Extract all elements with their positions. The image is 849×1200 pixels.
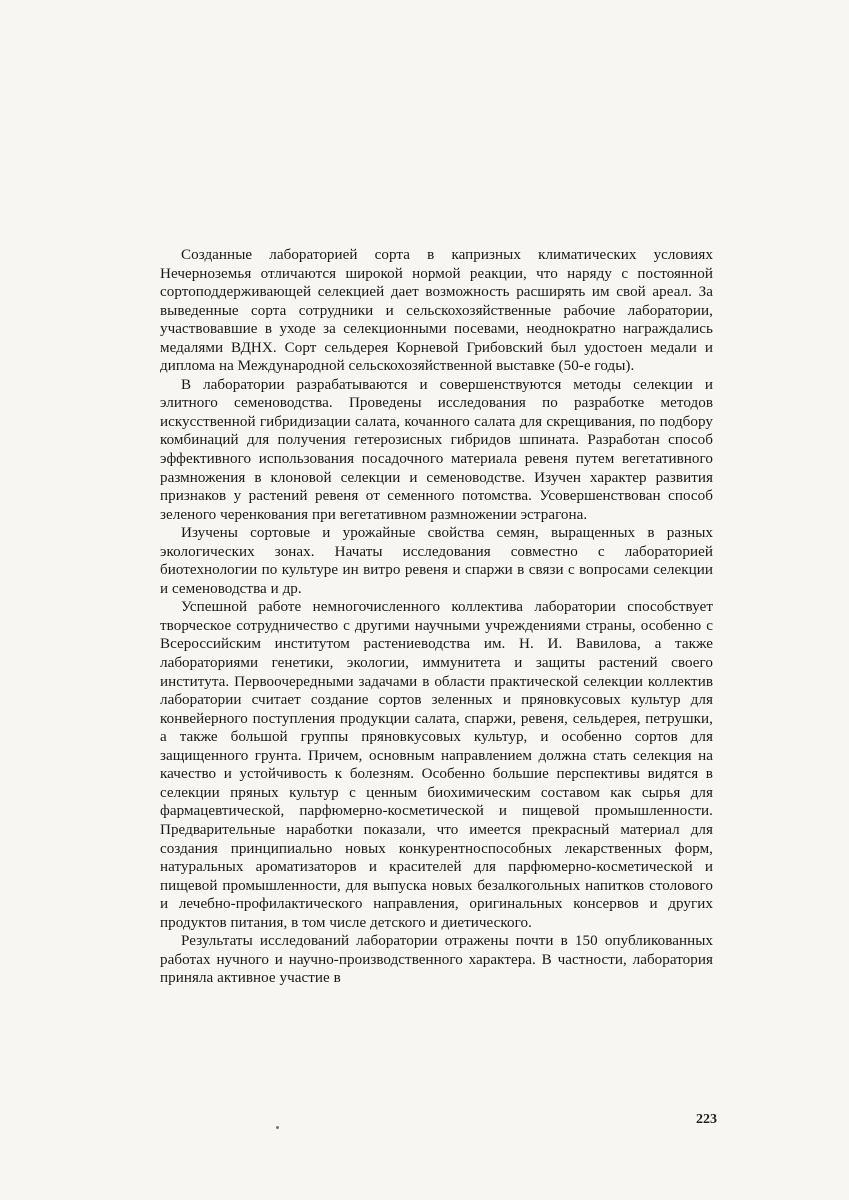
scan-dot (276, 1126, 279, 1129)
document-body (160, 246, 713, 988)
paragraph-2: В лаборатории разрабатываются и совершенствуются методы селекции и элитного семеноводства. Проведены исследования по разработке методов искусственной гибридизации салата, кочанного салата для скрещивания, по подбору комбинаций для получения гетерозисных гибридов шпината. Разработан способ эффективного использования посадочного материала ревеня путем вегетативного размножения в клоновой селекции и семеноводстве. Изучен характер развития признаков у растений ревеня от семенного потомства. Усовершенствован способ зеленого черенкования при вегетативном размножении эстрагона. (160, 376, 713, 523)
paragraph-5: Результаты исследований лаборатории отражены почти в 150 опубликованных работах нучного и научно-производственного характера. В частности, лаборатория приняла активное участие в (160, 933, 713, 987)
paragraph-4: Успешной работе немногочисленного коллектива лаборатории способствует творческое сотрудничество с другими научными учреждениями страны, особенно с Всероссийским институтом растениеводства им. Н. И. Вавилова, а также лабораториями генетики, экологии, иммунитета и защиты растений своего института. Первоочередными задачами в области практической селекции коллектив лаборатории считает создание сортов зеленных и пряновкусовых культур для конвейерного поступления продукции салата, спаржи, ревеня, сельдерея, петрушки, а также большой группы пряновкусовых культур, и особенно сортов для защищенного грунта. Причем, основным направлением должна стать селекция на качество и устойчивость к болезням. Особенно большие перспективы видятся в селекции пряных культур с ценным биохимическим составом как сырья для фармацевтической, парфюмерно-косметической и пищевой промышленности. Предварительные наработки показали, что имеется прекрасный материал для создания принципиально новых конкурентноспособных лекарственных форм, натуральных ароматизаторов и красителей для парфюмерно-косметической и пищевой промышленности, для выпуска новых безалкогольных напитков столового и лечебно-профилактического направления, оригинальных консервов и других продуктов питания, в том числе детского и диетического. (160, 599, 713, 931)
page-number: 223 (696, 1112, 717, 1127)
paragraph-3: Изучены сортовые и урожайные свойства семян, выращенных в разных экологических зонах. Начаты исследования совместно с лабораторией биотехнологии по культуре ин витро ревеня и спаржи в связи с вопросами селекции и семеноводства и др. (160, 525, 713, 597)
paragraph-1: Созданные лабораторией сорта в капризных климатических условиях Нечерноземья отличаются широкой нормой реакции, что наряду с постоянной сортоподдерживающей селекцией дает возможность расширять им свой ареал. За выведенные сорта сотрудники и сельскохозяйственные рабочие лаборатории, участвовавшие в уходе за селекционными посевами, неоднократно награждались медалями ВДНХ. Сорт сельдерея Корневой Грибовский был удостоен медали и диплома на Международной сельскохозяйственной выставке (50-е годы). (160, 247, 713, 375)
